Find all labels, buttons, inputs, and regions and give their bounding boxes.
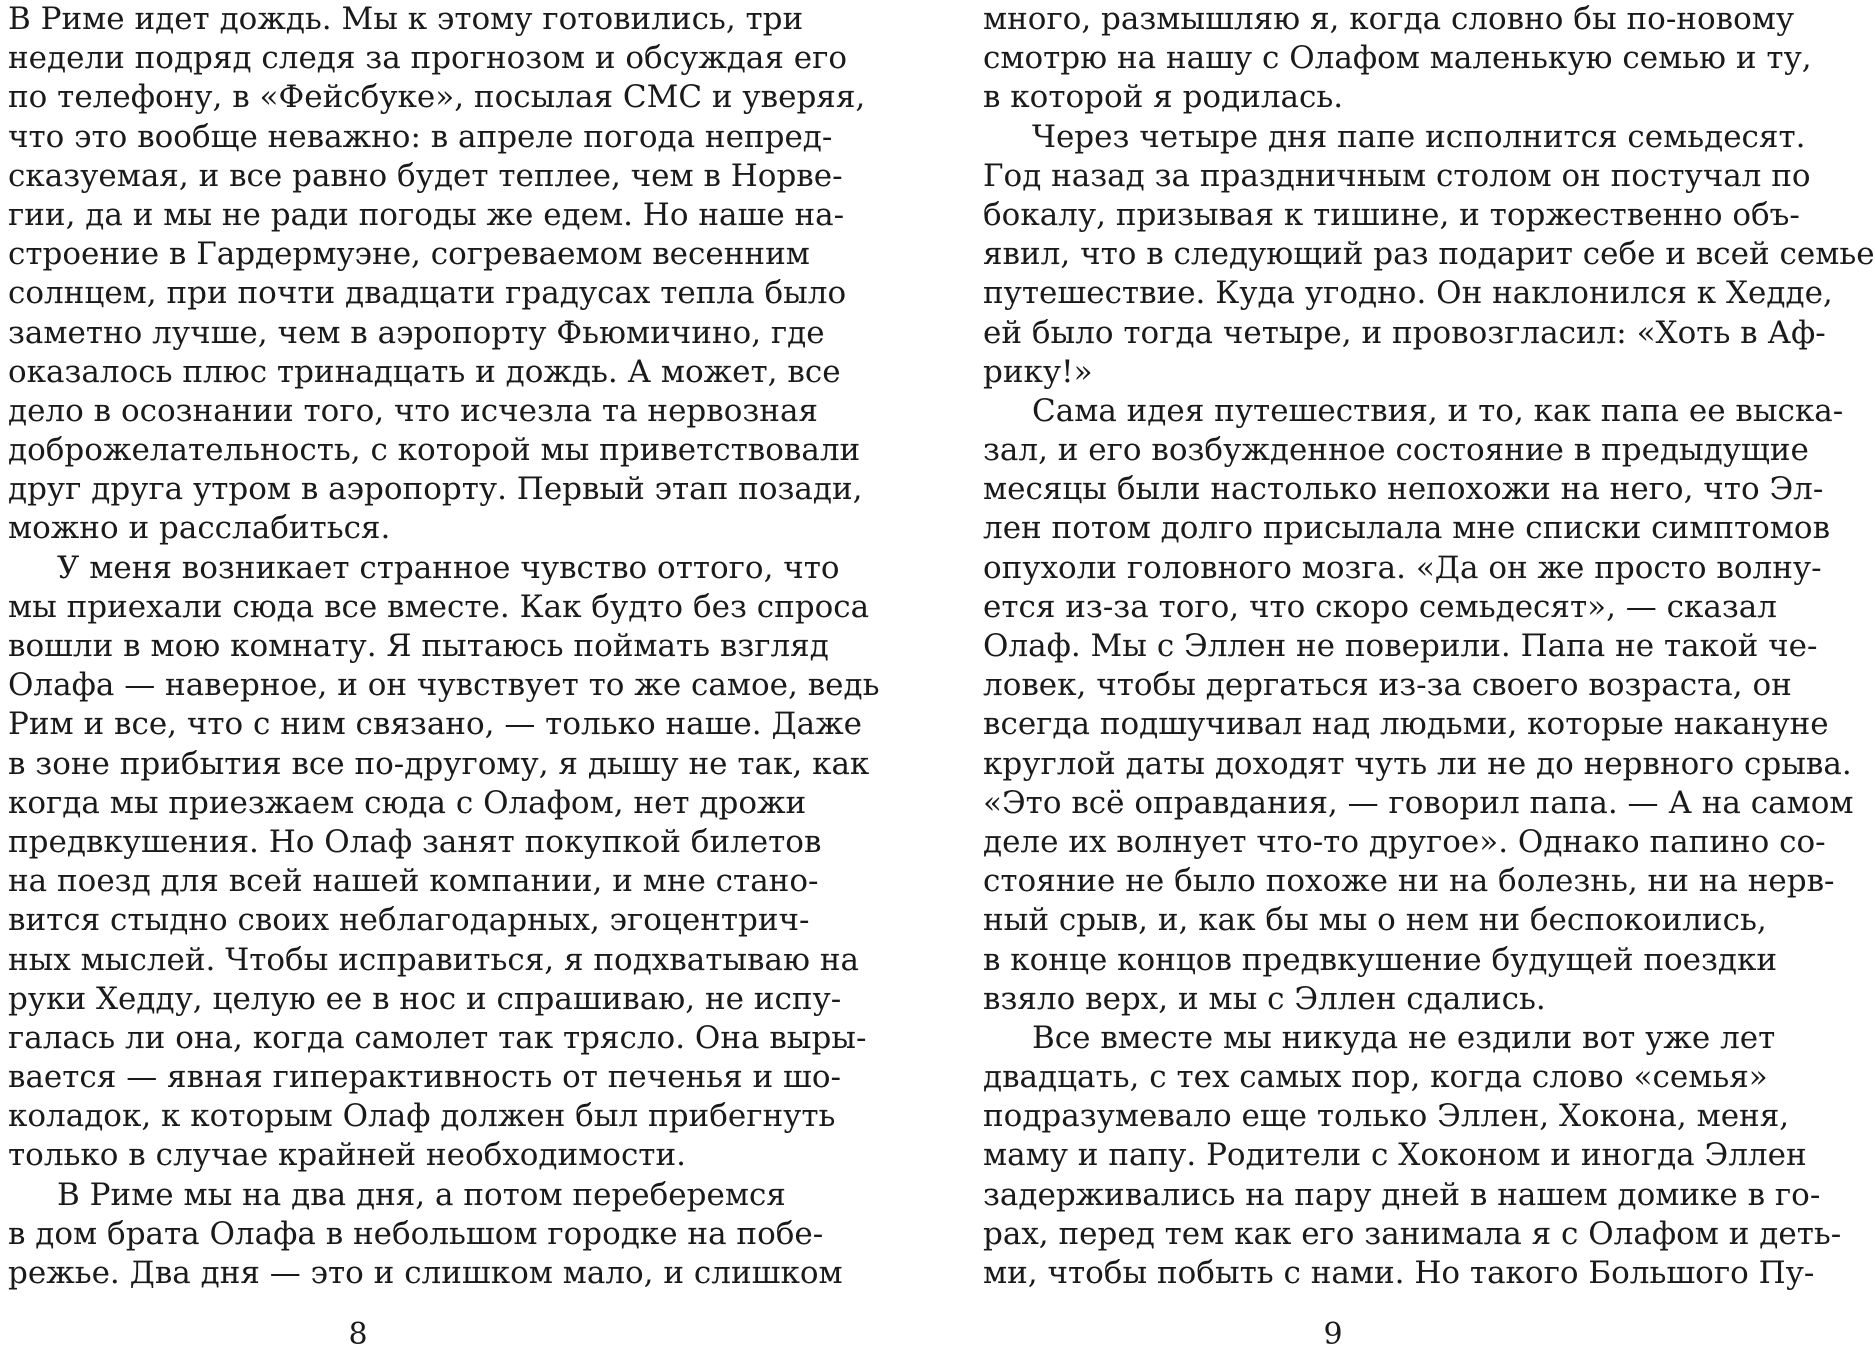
text-line: вится стыдно своих неблагодарных, эгоцентрич- — [8, 902, 810, 939]
text-line: маму и папу. Родители с Хоконом и иногда Эллен — [983, 1137, 1807, 1174]
text-line: опухоли головного мозга. «Да он же просто волну- — [983, 549, 1822, 586]
text-line: У меня возникает странное чувство оттого, что — [57, 549, 840, 586]
text-line: галась ли она, когда самолет так трясло. Она выры- — [8, 1019, 867, 1056]
text-line: ми, чтобы побыть с нами. Но такого Большого Пу- — [983, 1255, 1815, 1291]
text-line: стояние не было похоже ни на болезнь, ни на нерв- — [983, 863, 1835, 900]
text-line: когда мы приезжаем сюда с Олафом, нет дрожи — [8, 784, 807, 821]
text-line: гии, да и мы не ради погоды же едем. Но наше на- — [8, 196, 845, 233]
text-line: много, размышляю я, когда словно бы по-новому — [983, 1, 1795, 37]
text-line: зал, и его возбужденное состояние в предыдущие — [983, 432, 1809, 469]
text-line: можно и расслабиться. — [8, 510, 391, 547]
text-line: режье. Два дня — это и слишком мало, и слишком — [8, 1255, 843, 1291]
text-line: взяло верх, и мы с Эллен сдались. — [983, 980, 1546, 1017]
text-line: недели подряд следя за прогнозом и обсуждая его — [8, 40, 848, 77]
text-line: в конце концов предвкушение будущей поездки — [983, 941, 1778, 978]
text-line: предвкушения. Но Олаф занят покупкой билетов — [8, 823, 822, 860]
left-page-text — [8, 0, 880, 1293]
text-line: круглой даты доходят чуть ли не до нервного срыва. — [983, 745, 1852, 782]
text-line: деле их волнует что-то другое». Однако папино со- — [983, 823, 1826, 860]
text-line: мы приехали сюда все вместе. Как будто без спроса — [8, 588, 870, 625]
text-line: в дом брата Олафа в небольшом городке на побе- — [8, 1215, 824, 1252]
text-line: ловек, чтобы дергаться из-за своего возраста, он — [983, 667, 1792, 704]
text-line: заметно лучше, чем в аэропорту Фьюмичино, где — [8, 314, 825, 351]
text-line: путешествие. Куда угодно. Он наклонился к Хедде, — [983, 275, 1833, 312]
text-line: ных мыслей. Чтобы исправиться, я подхватываю на — [8, 941, 859, 978]
left-page — [8, 0, 880, 1360]
text-line: оказалось плюс тринадцать и дождь. А может, все — [8, 353, 841, 390]
text-line: В Риме мы на два дня, а потом переберемся — [57, 1176, 786, 1213]
text-line: бокалу, призывая к тишине, и торжественно объ- — [983, 196, 1800, 233]
text-line: Олафа — наверное, и он чувствует то же самое, ведь — [8, 667, 880, 704]
text-line: Через четыре дня папе исполнится семьдесят. — [1032, 118, 1806, 155]
text-line: месяцы были настолько непохожи на него, что Эл- — [983, 471, 1824, 508]
text-line: коладок, к которым Олаф должен был прибегнуть — [8, 1098, 836, 1135]
text-line: ей было тогда четыре, и провозгласил: «Хоть в Аф- — [983, 314, 1826, 351]
text-line: задерживались на пару дней в нашем домике в го- — [983, 1176, 1821, 1213]
text-line: сказуемая, и все равно будет теплее, чем в Норве- — [8, 157, 843, 194]
text-line: подразумевало еще только Эллен, Хокона, меня, — [983, 1098, 1790, 1135]
text-line: «Это всё оправдания, — говорил папа. — А на самом — [983, 784, 1854, 821]
text-line: что это вообще неважно: в апреле погода непред- — [8, 118, 833, 155]
text-line: смотрю на нашу с Олафом маленькую семью и ту, — [983, 40, 1812, 77]
text-line: вошли в мою комнату. Я пытаюсь поймать взгляд — [8, 628, 829, 664]
text-line: дело в осознании того, что исчезла та нервозная — [8, 392, 818, 429]
text-line: строение в Гардермуэне, согреваемом весенним — [8, 236, 810, 273]
text-line: руки Хедду, целую ее в нос и спрашиваю, не испу- — [8, 980, 842, 1017]
right-page-number: 9 — [1323, 1317, 1343, 1352]
text-line: в которой я родилась. — [983, 79, 1344, 116]
text-line: явил, что в следующий раз подарит себе и всей семье — [983, 236, 1875, 273]
text-line: Год назад за праздничным столом он постучал по — [983, 157, 1811, 194]
text-line: в зоне прибытия все по-другому, я дышу не так, как — [8, 745, 870, 782]
text-line: ный срыв, и, как бы мы о нем ни беспокоились, — [983, 902, 1767, 939]
text-line: по телефону, в «Фейсбуке», посылая СМС и уверяя, — [8, 79, 866, 116]
text-line: Все вместе мы никуда не ездили вот уже лет — [1032, 1019, 1776, 1056]
text-line: всегда подшучивал над людьми, которые накануне — [983, 706, 1829, 743]
text-line: рах, перед тем как его занимала я с Олафом и деть- — [983, 1215, 1842, 1252]
text-line: Рим и все, что с ним связано, — только наше. Даже — [8, 706, 863, 743]
text-line: доброжелательность, с которой мы приветствовали — [8, 432, 861, 469]
text-line: В Риме идет дождь. Мы к этому готовились, три — [8, 1, 804, 37]
right-page-text — [983, 0, 1875, 1293]
text-line: только в случае крайней необходимости. — [8, 1137, 686, 1174]
text-line: лен потом долго присылала мне списки симптомов — [983, 510, 1831, 547]
text-line: рику!» — [983, 353, 1093, 390]
text-line: на поезд для всей нашей компании, и мне стано- — [8, 863, 819, 900]
left-page-number: 8 — [348, 1317, 368, 1352]
text-line: Олаф. Мы с Эллен не поверили. Папа не такой че- — [983, 628, 1818, 664]
text-line: солнцем, при почти двадцати градусах тепла было — [8, 275, 847, 312]
text-line: Сама идея путешествия, и то, как папа ее выска- — [1032, 392, 1844, 429]
text-line: ется из-за того, что скоро семьдесят», — сказал — [983, 588, 1777, 625]
right-page — [983, 0, 1875, 1360]
text-line: вается — явная гиперактивность от печенья и шо- — [8, 1059, 842, 1096]
text-line: двадцать, с тех самых пор, когда слово «семья» — [983, 1059, 1768, 1096]
text-line: друг друга утром в аэропорту. Первый этап позади, — [8, 471, 863, 508]
